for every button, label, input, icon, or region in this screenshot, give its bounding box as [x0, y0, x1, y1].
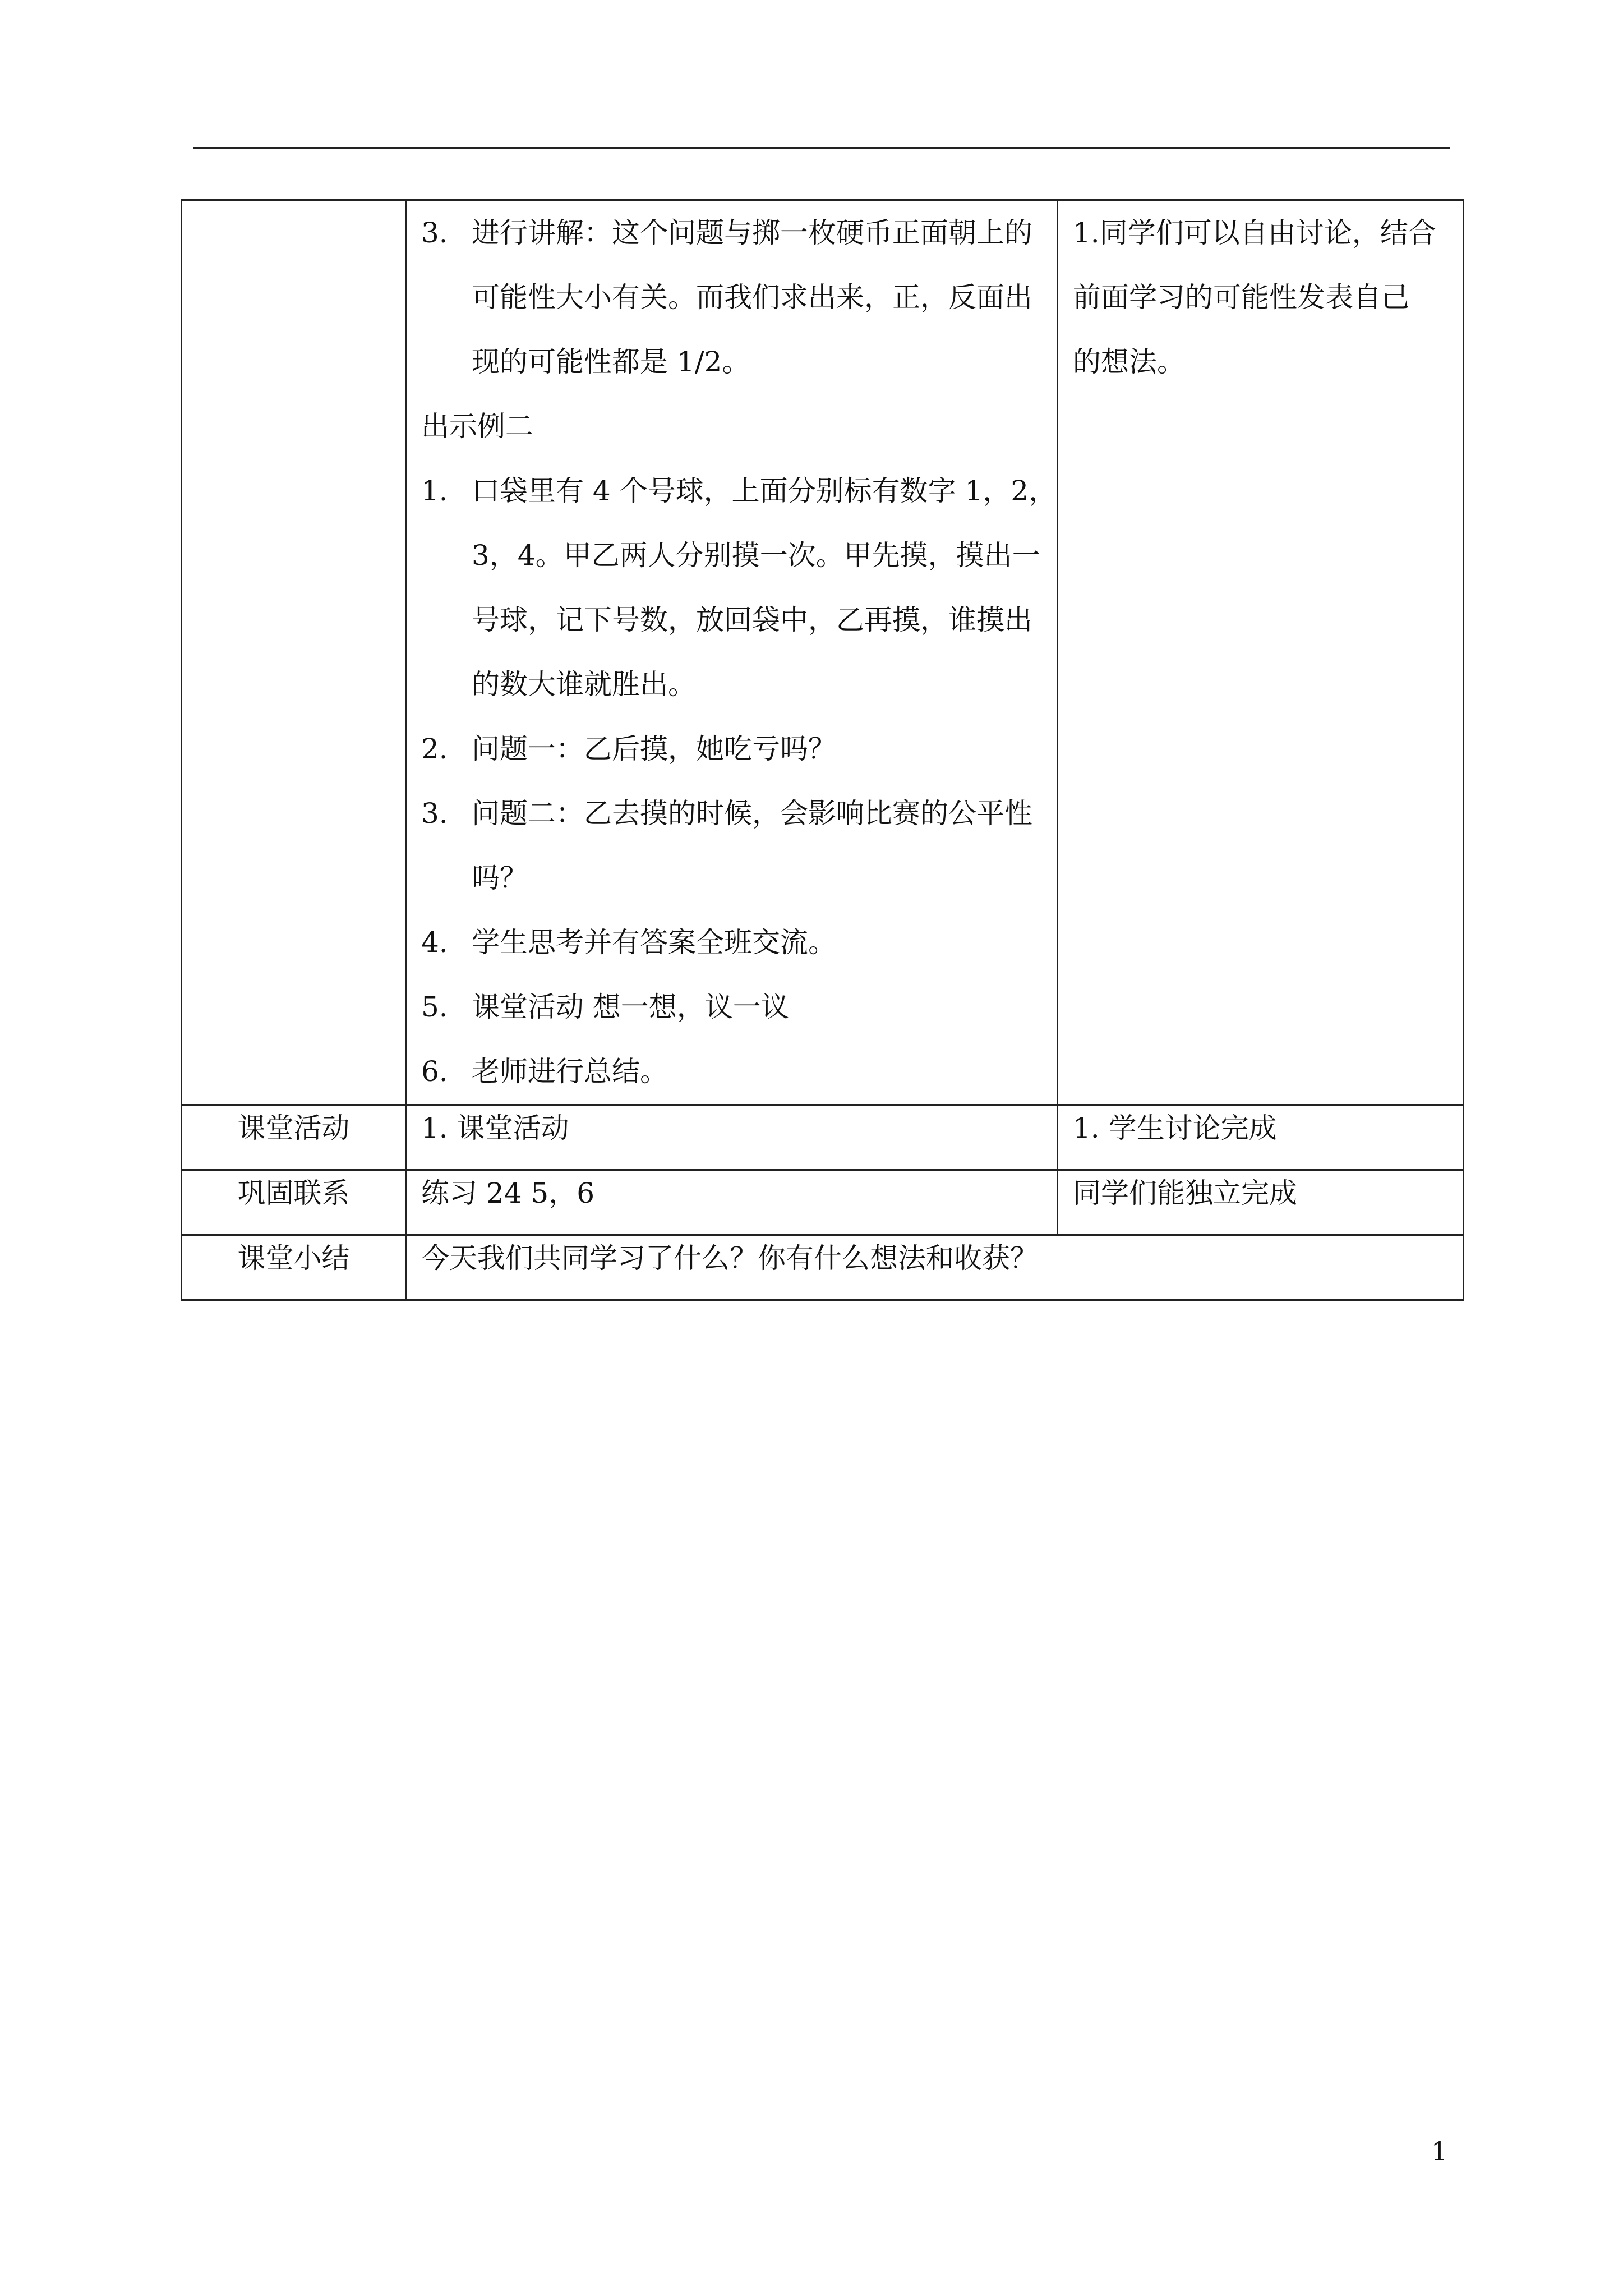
list-item: 2. 问题一：乙后摸，她吃亏吗？ — [421, 733, 836, 765]
empty-label-cell — [182, 200, 406, 1105]
student-cell: 同学们能独立完成 — [1058, 1170, 1464, 1235]
list-item: 3. 问题二：乙去摸的时候，会影响比赛的公平性 吗？ — [421, 797, 1032, 894]
example-heading: 出示例二 — [421, 410, 533, 443]
list-item: 5. 课堂活动 想一想，议一议 — [421, 991, 789, 1023]
row-label: 课堂小结 — [182, 1235, 406, 1300]
row-label: 巩固联系 — [182, 1170, 406, 1235]
list-item: 1. 口袋里有 4 个号球，上面分别标有数字 1，2， 3，4。甲乙两人分别摸一次。甲先摸，摸出一 号球，记下号数，放回袋中，乙再摸，谁摸出 的数大谁就胜出。 — [421, 475, 1057, 701]
table-row-main — [182, 200, 1464, 1105]
summary-cell: 今天我们共同学习了什么？你有什么想法和收获？ — [406, 1235, 1464, 1300]
lesson-plan-table — [181, 199, 1464, 1301]
header-rule — [193, 147, 1450, 149]
teacher-cell: 1. 课堂活动 — [406, 1105, 1058, 1170]
list-item: 3. 进行讲解：这个问题与掷一枚硬币正面朝上的 可能性大小有关。而我们求出来，正，反面出 现的可能性都是 1/2。 — [421, 217, 1032, 378]
page-number: 1 — [1431, 2136, 1448, 2166]
table-row-summary — [182, 1235, 1464, 1300]
table-row-activity — [182, 1105, 1464, 1170]
teacher-cell: 练习 24 5，6 — [406, 1170, 1058, 1235]
student-activity-cell: 1.同学们可以自由讨论，结合 前面学习的可能性发表自己 的想法。 — [1058, 200, 1464, 1105]
list-item: 4. 学生思考并有答案全班交流。 — [421, 926, 836, 959]
table-row-practice — [182, 1170, 1464, 1235]
teacher-activity-cell — [406, 200, 1058, 1105]
list-item: 6. 老师进行总结。 — [421, 1055, 668, 1088]
row-label: 课堂活动 — [182, 1105, 406, 1170]
student-cell: 1. 学生讨论完成 — [1058, 1105, 1464, 1170]
